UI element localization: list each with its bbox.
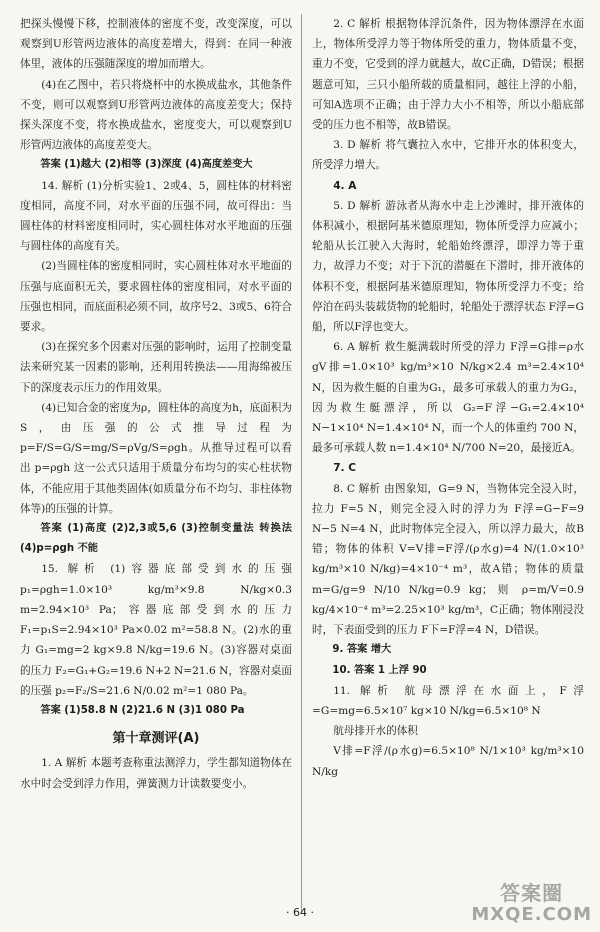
answer-9: 9. 答案 增大 [332,644,392,656]
question-11-volume-label: 航母排开水的体积 [333,725,418,738]
watermark-line-2: MXQE.COM [471,904,592,925]
paragraph-14a: 14. 解析 (1)分析实验1、2或4、5，圆柱体的材料密度相同，高度不同，对水平面的压强不同，故可得出：当圆柱体的材料密度相同时，实心圆柱体对水平地面的压强与圆柱体的高度有关。 [20,179,292,253]
question-4: 4. A [333,179,357,192]
question-8: 8. C 解析 由图象知，G=9 N，当物体完全浸入时，拉力 F=5 N，则完全浸入时的浮力为 F浮=G−F=9 N−5 N=4 N，此时物体完全浸入，所以浮力最大，故B错；物体的体积 V=V排=F浮/(ρ水g)=4 N/(1.0×10³ kg/m³×10 N/kg)=4×10⁻⁴ m³，故A错；物体的质量 m=G/g=9 N/10 N/kg=0.9 kg；则 ρ=m/V=0.9 kg/4×10⁻⁴ m³=2.25×10³ kg/m³，C正确；物体刚浸没时，下表面受到的压力 F下=F浮=4 N，D错误。 [312,482,584,637]
question-7: 7. C [333,462,357,475]
watermark-logo [471,882,592,926]
paragraph-15: 15. 解析 (1)容器底部受到水的压强 p₁=ρgh=1.0×10³ kg/m³×9.8 N/kg×0.3 m=2.94×10³ Pa；容器底部受到水的压力 F₁=p₁S=2.94×10³ Pa×0.02 m²=58.8 N。(2)水的重力 G₁=mg=2 kg×9.8 N/kg=19.6 N。(3)容器对桌面的压力 F₂=G₁+G₂=19.6 N+2 N=21.6 N，容器对桌面的压强 p₂=F₂/S=21.6 N/0.02 m²=1 080 Pa。 [20,563,292,697]
paragraph-14d: (4)已知合金的密度为ρ，圆柱体的高度为h，底面积为S，由压强的公式推导过程为 p=F/S=G/S=mg/S=ρVg/S=ρgh。从推导过程可以看出 p=ρgh 这一公式只适用于质量分布均匀的实心柱状物体，不能应用于其他类固体(如质量分布不均匀、非柱体物体等)的压强的计算。 [20,401,292,515]
paragraph-14c: (3)在探究多个因素对压强的影响时，运用了控制变量法来研究某一因素的影响，还利用转换法——用海绵被压下的深度表示压力的作用效果。 [20,341,292,394]
watermark-line-1: 答案圈 [500,881,564,905]
section-title: 第十章测评(A) [112,731,200,747]
question-3: 3. D 解析 将气囊拉入水中，它排开水的体积变大，所受浮力增大。 [312,139,584,172]
answer-14: 答案 (1)高度 (2)2,3或5,6 (3)控制变量法 转换法 (4)p=ρgh 不能 [20,523,292,555]
column-divider [301,14,302,914]
paragraph: 把探头慢慢下移，控制液体的密度不变，改变深度，可以观察到U形管两边液体的高度差增大，得到：在同一种液体里，液体的压强随深度的增加而增大。 [20,18,292,71]
question-5: 5. D 解析 游泳者从海水中走上沙滩时，排开液体的体积减小，根据阿基米德原理知，物体所受浮力应减小；轮船从长江驶入大海时，轮船始终漂浮，即浮力等于重力，故浮力不变；对于下沉的潜艇在下潜时，排开液体的体积不变，根据阿基米德原理知，物体所受浮力不变；给停泊在码头装载货物的轮船时，轮船处于漂浮状态 F浮=G船，所以F浮也变大。 [312,199,584,334]
paragraph-14b: (2)当圆柱体的密度相同时，实心圆柱体对水平地面的压强与底面积无关，要求圆柱体的密度相同，对水平面的压强也相同，而底面积必须不同，故序号2、3或5、6符合要求。 [20,260,292,334]
question-1: 1. A 解析 本题考查称重法测浮力，学生都知道物体在水中时会受到浮力作用，弹簧测力计读数要变小。 [20,757,292,790]
answer-15: 答案 (1)58.8 N (2)21.6 N (3)1 080 Pa [40,704,245,716]
question-2: 2. C 解析 根据物体浮沉条件，因为物体漂浮在水面上，物体所受浮力等于物体所受的重力，物体质量不变，重力不变，它受到的浮力就越大，故C正确，D错误；根据题意可知，三只小船所载的质量相同，越往上浮的小船，可知A选项不正确；由于浮力大小不相等，所以小船底部受的压力也不相等，故B错误。 [312,18,584,132]
paragraph: (4)在乙图中，若只将烧杯中的水换成盐水，其他条件不变，则可以观察到U形管两边液体的高度差变大；保持探头深度不变，将水换成盐水，密度变大，可以观察到U形管两边液体的高度差变大。 [20,78,292,152]
answer-10: 10. 答案 1 上浮 90 [332,664,427,676]
right-column [312,14,584,782]
question-11: 11. 解析 航母漂浮在水面上，F浮=G=mg=6.5×10⁷ kg×10 N/kg=6.5×10⁸ N [312,684,584,717]
page-number: · 64 · [286,906,314,919]
answer-13: 答案 (1)越大 (2)相等 (3)深度 (4)高度差变大 [40,159,253,171]
question-11-volume-formula: V排=F浮/(ρ水g)=6.5×10⁸ N/1×10³ kg/m³×10 N/kg [312,745,584,778]
left-column [20,14,292,794]
question-6: 6. A 解析 救生艇满载时所受的浮力 F浮=G排=ρ水gV排=1.0×10³ kg/m³×10 N/kg×2.4 m³=2.4×10⁴ N，因为救生艇的自重为G₁，最多可承载人的重力为G₂，因为救生艇漂浮，所以 G₂=F浮−G₁=2.4×10⁴ N−1×10⁴ N=1.4×10⁴ N，而一个人的体重约 700 N，最多可承载人数 n=1.4×10⁴ N/700 N=20，最接近A。 [312,341,584,455]
